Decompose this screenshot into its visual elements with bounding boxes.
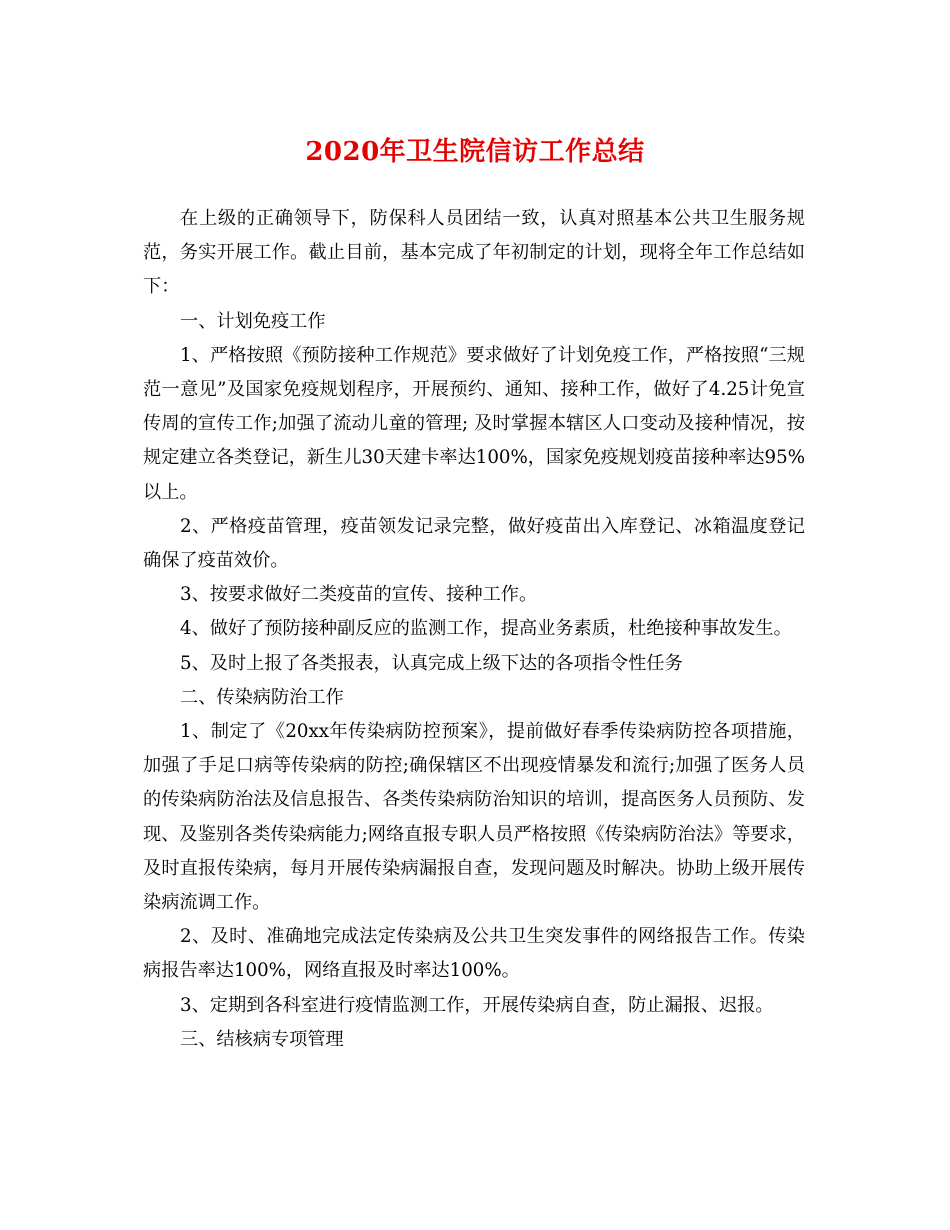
paragraph-intro: 在上级的正确领导下，防保科人员团结一致，认真对照基本公共卫生服务规范，务实开展工作。截止目前，基本完成了年初制定的计划，现将全年工作总结如下： bbox=[143, 208, 805, 298]
document-body bbox=[143, 202, 805, 1057]
paragraph-immunization-2: 2、严格疫苗管理，疫苗领发记录完整，做好疫苗出入库登记、冰箱温度登记确保了疫苗效价。 bbox=[143, 515, 805, 572]
section-heading-infectious-disease: 二、传染病防治工作 bbox=[180, 686, 344, 708]
paragraph-infectious-1: 1、制定了《20xx年传染病防控预案》，提前做好春季传染病防控各项措施，加强了手足口病等传染病的防控;确保辖区不出现疫情暴发和流行;加强了医务人员的传染病防治法及信息报告、各类传染病防治知识的培训，提高医务人员预防、发现、及鉴别各类传染病能力;网络直报专职人员严格按照《传染病防治法》等要求，及时直报传染病，每月开展传染病漏报自查，发现问题及时解决。协助上级开展传染病流调工作。 bbox=[143, 721, 805, 914]
document-title: 2020年卫生院信访工作总结 bbox=[305, 137, 645, 167]
paragraph-infectious-3: 3、定期到各科室进行疫情监测工作，开展传染病自查，防止漏报、迟报。 bbox=[180, 994, 774, 1016]
paragraph-immunization-4: 4、做好了预防接种副反应的监测工作，提高业务素质，杜绝接种事故发生。 bbox=[180, 618, 792, 640]
paragraph-infectious-2: 2、及时、准确地完成法定传染病及公共卫生突发事件的网络报告工作。传染病报告率达100%，网络直报及时率达100%。 bbox=[143, 926, 805, 982]
paragraph-immunization-1: 1、严格按照《预防接种工作规范》要求做好了计划免疫工作，严格按照“三规范一意见”及国家免疫规划程序，开展预约、通知、接种工作，做好了4.25计免宣传周的宣传工作;加强了流动儿童的管理; 及时掌握本辖区人口变动及接种情况，按规定建立各类登记，新生儿30天建卡率达100%，国家免疫规划疫苗接种率达95%以上。 bbox=[143, 344, 805, 503]
section-heading-immunization: 一、计划免疫工作 bbox=[180, 310, 326, 332]
paragraph-immunization-5: 5、及时上报了各类报表，认真完成上级下达的各项指令性任务 bbox=[180, 652, 683, 674]
section-heading-tuberculosis: 三、结核病专项管理 bbox=[180, 1028, 344, 1050]
paragraph-immunization-3: 3、按要求做好二类疫苗的宣传、接种工作。 bbox=[180, 584, 538, 606]
